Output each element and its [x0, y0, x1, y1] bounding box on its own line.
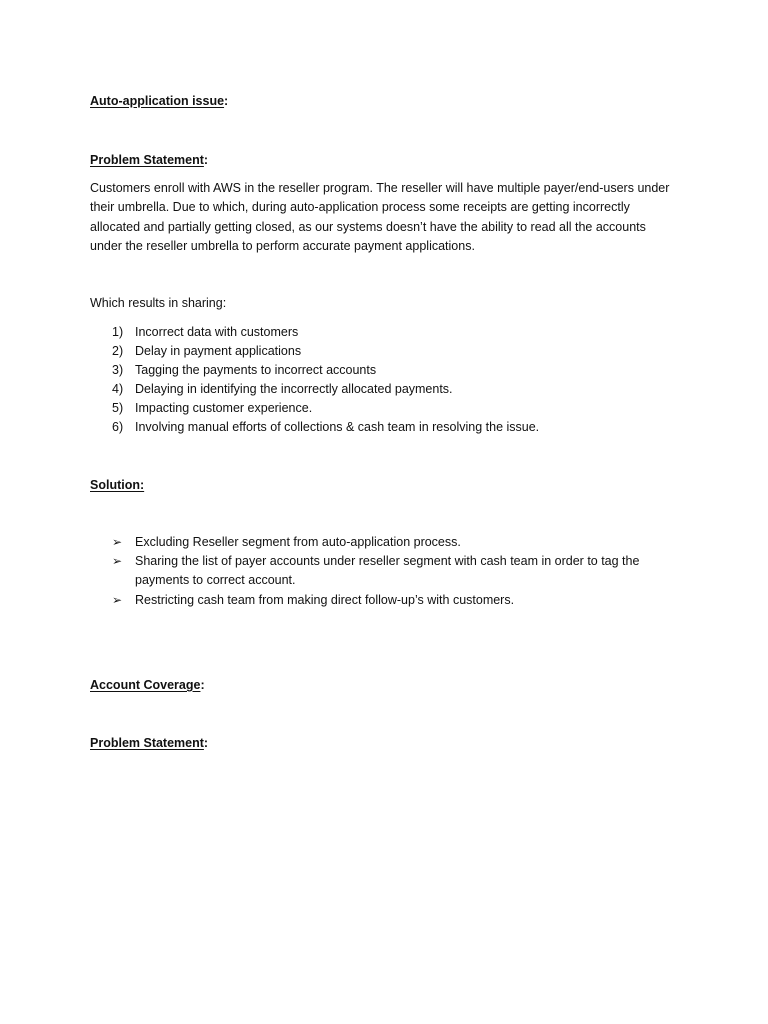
- list-item-text: Excluding Reseller segment from auto-application process.: [135, 535, 461, 549]
- results-intro: Which results in sharing:: [90, 296, 227, 310]
- list-item-text: Delaying in identifying the incorrectly allocated payments.: [135, 381, 453, 396]
- list-item: [90, 342, 690, 361]
- problem-statement-heading: [90, 734, 208, 753]
- list-marker: 6): [112, 419, 124, 434]
- list-item: [90, 399, 690, 418]
- section-title-colon: :: [200, 678, 205, 692]
- list-item-text: Tagging the payments to incorrect accounts: [135, 362, 377, 377]
- list-item-text: Restricting cash team from making direct follow-up’s with customers.: [135, 592, 515, 607]
- solution-heading: [90, 476, 144, 495]
- problem-statement-colon: :: [203, 736, 209, 750]
- list-item-text: Impacting customer experience.: [135, 400, 313, 415]
- section-title-auto-application: [90, 92, 228, 111]
- list-item-text: Sharing the list of payer accounts under reseller segment with cash team in order to tag the payments to correct account.: [135, 554, 640, 588]
- problem-statement-label: Problem Statement: [90, 153, 204, 167]
- results-list: [90, 323, 690, 436]
- list-item: [90, 361, 690, 380]
- list-marker: 4): [112, 381, 124, 396]
- problem-statement-heading: [90, 151, 208, 170]
- list-item-text: Incorrect data with customers: [135, 325, 299, 339]
- solution-list: [90, 533, 690, 610]
- list-marker: 5): [112, 400, 124, 415]
- solution-label: Solution:: [90, 478, 145, 492]
- list-item: [90, 380, 690, 399]
- list-marker: 2): [112, 343, 124, 358]
- section-title-account-coverage: [90, 676, 205, 695]
- list-item: [90, 591, 690, 610]
- problem-statement-label: Problem Statement: [90, 736, 204, 750]
- section-title-colon: :: [224, 94, 229, 108]
- problem-statement-paragraph: Customers enroll with AWS in the reseller program. The reseller will have multiple payer/end-users under their umbrella. Due to which, during auto-application process some receipts are getting incorrectly allocated and partially getting closed, as our systems doesn’t have the ability to read all the accounts under the reseller umbrella to perform accurate payment applications.: [90, 181, 670, 254]
- list-item-text: Involving manual efforts of collections & cash team in resolving the issue.: [135, 419, 540, 434]
- section-title-text: Auto-application issue: [90, 94, 225, 108]
- arrow-bullet-icon: ➢: [112, 554, 123, 569]
- section-title-text: Account Coverage: [90, 678, 201, 692]
- list-marker: 3): [112, 362, 124, 377]
- problem-statement-colon: :: [203, 153, 209, 167]
- arrow-bullet-icon: ➢: [112, 592, 123, 607]
- list-marker: 1): [112, 325, 124, 339]
- list-item: [90, 533, 690, 552]
- list-item: [90, 323, 690, 342]
- list-item: [90, 418, 690, 437]
- list-item-text: Delay in payment applications: [135, 343, 302, 358]
- arrow-bullet-icon: ➢: [112, 535, 123, 549]
- list-item: [90, 552, 665, 590]
